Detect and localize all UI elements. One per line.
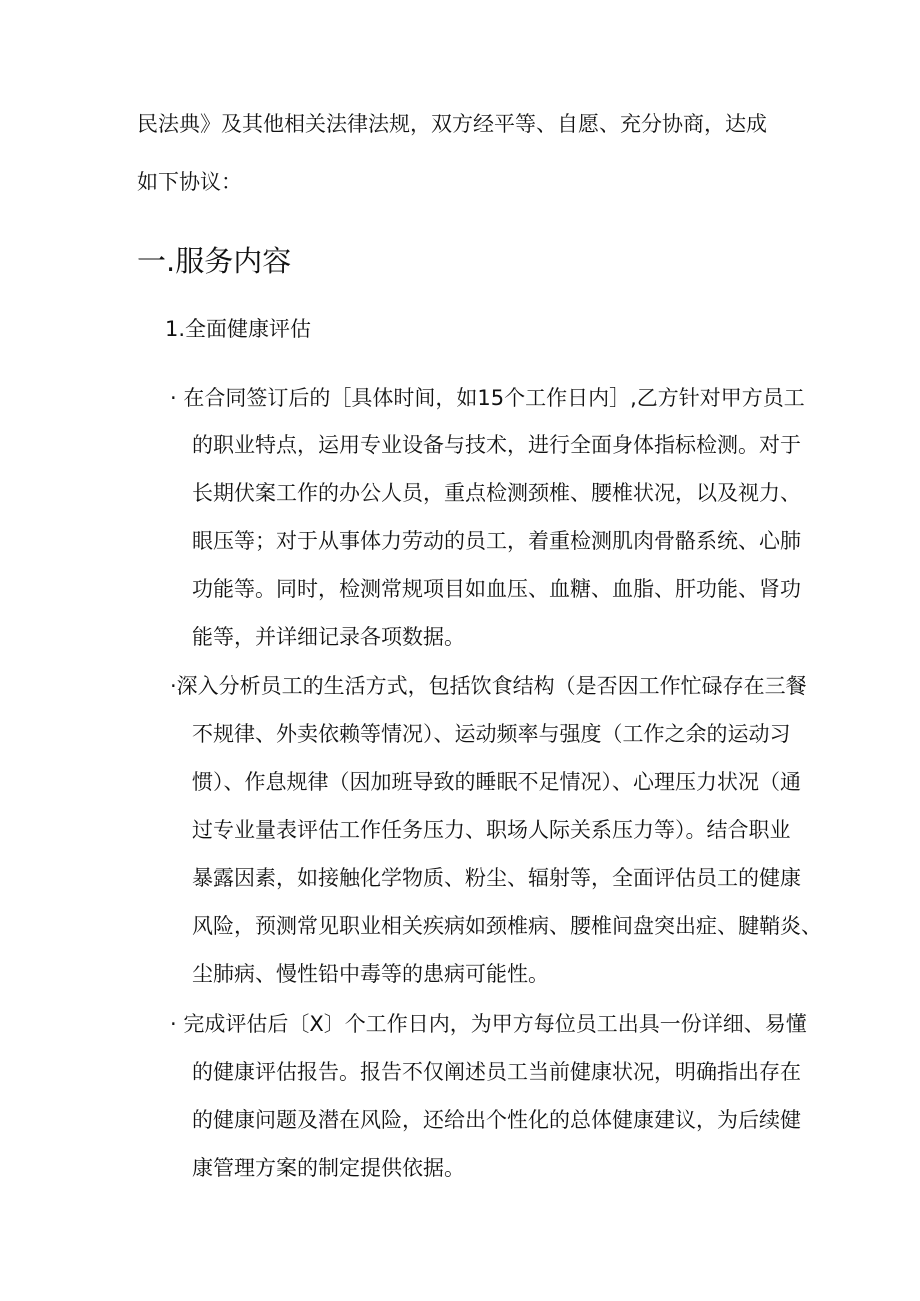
bullet-line: 眼压等；对于从事体力劳动的员工，着重检测肌肉骨骼系统、心肺 [192, 529, 801, 553]
bullet-line: 风险，预测常见职业相关疾病如颈椎病、腰椎间盘突出症、腱鞘炎、 [192, 914, 822, 938]
bullet-line: 能等，并详细记录各项数据。 [192, 625, 465, 649]
bullet-line: 惯）、作息规律（因加班导致的睡眠不足情况）、心理压力状况（通 [192, 770, 801, 794]
bullet-line: 长期伏案工作的办公人员，重点检测颈椎、腰椎状况，以及视力、 [192, 481, 801, 505]
bullet-line: 的健康评估报告。报告不仅阐述员工当前健康状况，明确指出存在 [192, 1060, 801, 1084]
bullet-line: ·深入分析员工的生活方式，包括饮食结构（是否因工作忙碌存在三餐 [170, 674, 807, 698]
section-title: 一.服务内容 [137, 244, 292, 278]
subsection-title: 1.全面健康评估 [165, 317, 312, 341]
bullet-line: 不规律、外卖依赖等情况）、运动频率与强度（工作之余的运动习 [192, 722, 791, 746]
bullet-line: 过专业量表评估工作任务压力、职场人际关系压力等）。结合职业 [192, 818, 791, 842]
intro-line: 如下协议： [137, 170, 242, 194]
intro-line: 民法典》及其他相关法律法规，双方经平等、自愿、充分协商，达成 [137, 112, 767, 136]
bullet-line: 暴露因素，如接触化学物质、粉尘、辐射等，全面评估员工的健康 [192, 866, 801, 890]
bullet-line: 尘肺病、慢性铅中毒等的患病可能性。 [192, 962, 549, 986]
bullet-line: 功能等。同时，检测常规项目如血压、血糖、血脂、肝功能、肾功 [192, 577, 801, 601]
bullet-line: 康管理方案的制定提供依据。 [192, 1156, 465, 1180]
bullet-line: 的健康问题及潜在风险，还给出个性化的总体健康建议，为后续健 [192, 1108, 801, 1132]
bullet-line: · 在合同签订后的［具体时间，如15个工作日内］,乙方针对甲方员工 [170, 386, 805, 410]
bullet-line: 的职业特点，运用专业设备与技术，进行全面身体指标检测。对于 [192, 433, 801, 457]
bullet-line: · 完成评估后〔X〕个工作日内，为甲方每位员工出具一份详细、易懂 [170, 1012, 807, 1036]
